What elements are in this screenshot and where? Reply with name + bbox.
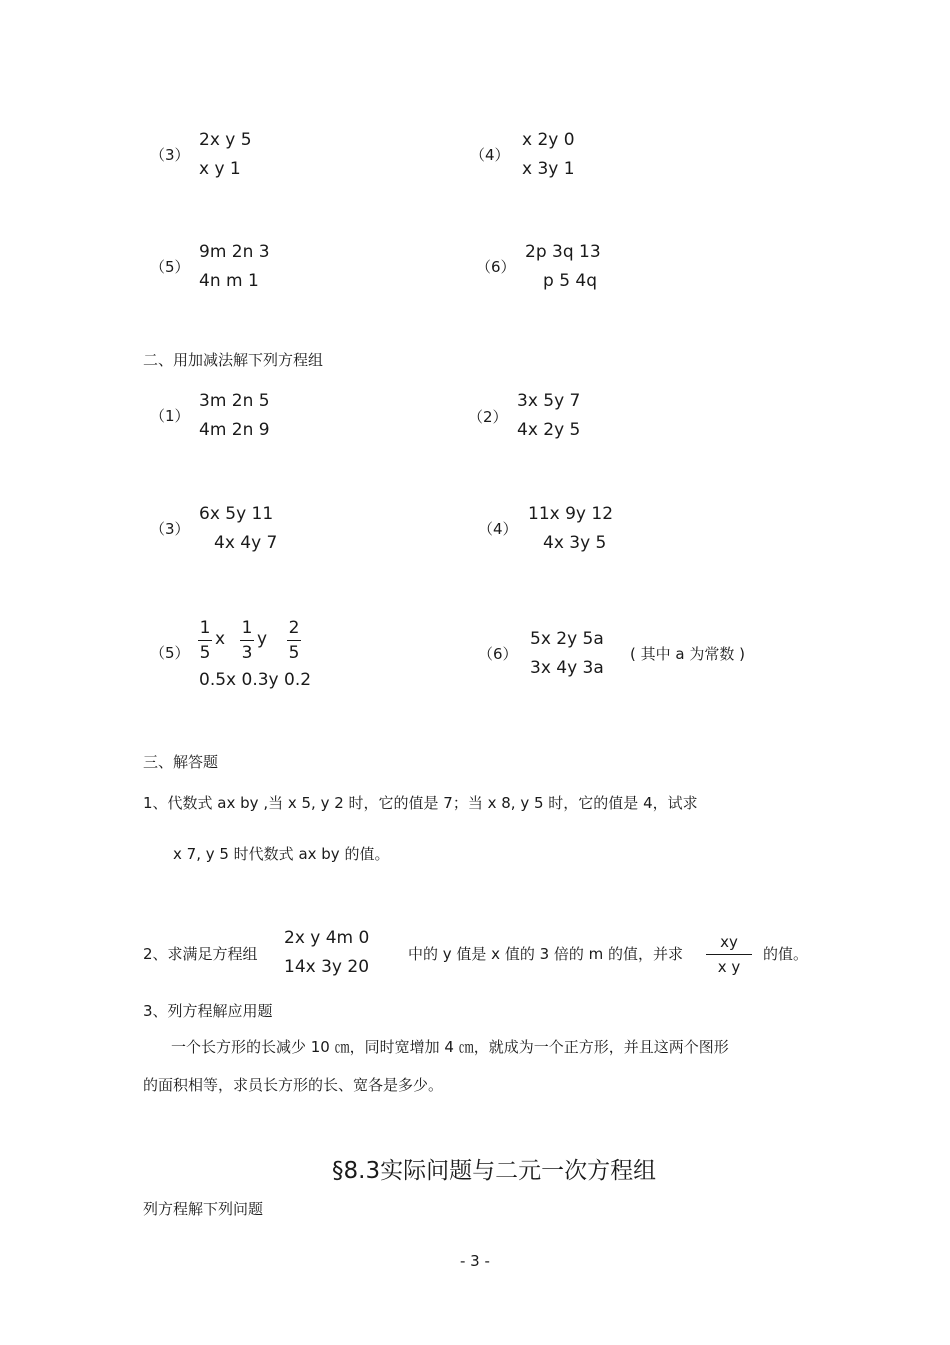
constant-note: ( 其中 a 为常数 )	[630, 645, 745, 663]
question-1-line-1: 1、代数式 ax by ,当 x 5, y 2 时，它的值是 7；当 x 8, y 5 时，它的值是 4，试求	[143, 794, 698, 812]
s2-problem-4-eq1: 11x 9y 12	[528, 504, 614, 524]
s2-problem-4-label: （4）	[478, 520, 518, 538]
fraction-1-3	[240, 617, 254, 664]
problem-6-eq2: p 5 4q	[543, 271, 598, 291]
question-2-middle: 中的 y 值是 x 值的 3 倍的 m 的值，并求	[408, 945, 684, 963]
fraction-denominator: 5	[288, 643, 300, 663]
section-2-heading: 二、用加减法解下列方程组	[143, 351, 324, 369]
s2-problem-5-eq2: 0.5x 0.3y 0.2	[199, 670, 312, 690]
s2-problem-3-eq1: 6x 5y 11	[199, 504, 274, 524]
fraction-1-5	[198, 617, 212, 664]
s2-problem-2-label: （2）	[468, 408, 508, 426]
s2-problem-2-eq1: 3x 5y 7	[517, 391, 581, 411]
question-1-line-2: x 7, y 5 时代数式 ax by 的值。	[173, 845, 390, 863]
s2-problem-6-eq2: 3x 4y 3a	[530, 658, 604, 678]
s2-problem-5-label: （5）	[150, 644, 190, 662]
question-3-heading: 3、列方程解应用题	[143, 1002, 273, 1020]
s2-problem-3-eq2: 4x 4y 7	[214, 533, 278, 553]
fraction-numerator: 2	[288, 618, 300, 638]
page-number: - 3 -	[460, 1252, 490, 1270]
problem-5-label: （5）	[150, 258, 190, 276]
section-subheading: 列方程解下列问题	[143, 1200, 264, 1218]
problem-3-eq2: x y 1	[199, 159, 241, 179]
fraction-numerator: xy	[720, 933, 738, 951]
problem-4-eq1: x 2y 0	[522, 130, 575, 150]
s2-problem-4-eq2: 4x 3y 5	[543, 533, 607, 553]
fraction-numerator: 1	[199, 618, 211, 638]
question-3-line-2: 的面积相等，求员长方形的长、宽各是多少。	[143, 1076, 444, 1094]
variable-y: y	[257, 629, 268, 649]
problem-5-eq1: 9m 2n 3	[199, 242, 270, 262]
fraction-denominator: 5	[199, 643, 211, 663]
problem-6-eq1: 2p 3q 13	[525, 242, 601, 262]
section-3-heading: 三、解答题	[143, 753, 219, 771]
variable-x: x	[215, 629, 226, 649]
problem-5-eq2: 4n m 1	[199, 271, 259, 291]
question-2-eq2: 14x 3y 20	[284, 957, 370, 977]
question-2-suffix: 的值。	[763, 945, 809, 963]
s2-problem-1-eq2: 4m 2n 9	[199, 420, 270, 440]
s2-problem-1-eq1: 3m 2n 5	[199, 391, 270, 411]
question-3-line-1: 一个长方形的长减少 10 ㎝，同时宽增加 4 ㎝，就成为一个正方形，并且这两个图形	[171, 1038, 729, 1056]
problem-4-eq2: x 3y 1	[522, 159, 575, 179]
fraction-2-5	[287, 617, 301, 664]
fraction-numerator: 1	[241, 618, 253, 638]
fraction-denominator: x y	[717, 958, 741, 976]
question-2-eq1: 2x y 4m 0	[284, 928, 370, 948]
problem-3-eq1: 2x y 5	[199, 130, 252, 150]
s2-problem-6-eq1: 5x 2y 5a	[530, 629, 604, 649]
problem-4-label: （4）	[470, 146, 510, 164]
s2-problem-1-label: （1）	[150, 407, 190, 425]
fraction-denominator: 3	[241, 643, 253, 663]
problem-3-label: （3）	[150, 146, 190, 164]
fraction-xy-over-x-y	[706, 931, 752, 978]
s2-problem-3-label: （3）	[150, 520, 190, 538]
s2-problem-6-label: （6）	[478, 645, 518, 663]
question-2-prefix: 2、求满足方程组	[143, 945, 258, 963]
problem-6-label: （6）	[476, 258, 516, 276]
s2-problem-2-eq2: 4x 2y 5	[517, 420, 581, 440]
section-title: §8.3实际问题与二元一次方程组	[332, 1158, 657, 1184]
